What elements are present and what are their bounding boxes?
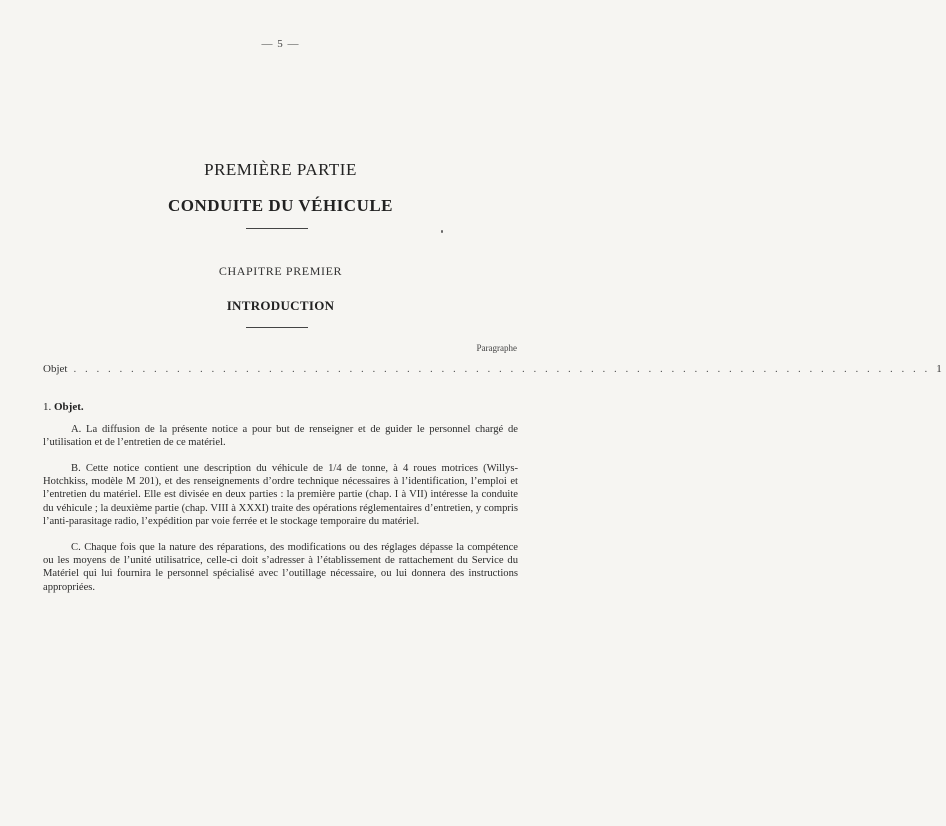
part-subtitle: CONDUITE DU VÉHICULE xyxy=(167,196,394,215)
toc-row-paragraph-number: 1 xyxy=(936,363,942,375)
paragraph-a: A. La diffusion de la présente notice a pour but de renseigner et de guider le personnel chargé de l’utilisation et de l’entretien de ce matériel. xyxy=(43,424,518,449)
section-heading xyxy=(43,401,84,413)
paper-speck xyxy=(441,230,443,233)
chapter-divider xyxy=(246,327,308,328)
chapter-subtitle: INTRODUCTION xyxy=(226,298,335,313)
page-number: — 5 — xyxy=(261,38,300,50)
toc-row xyxy=(43,363,942,377)
section-title: Objet. xyxy=(54,401,84,413)
paragraph-c: C. Chaque fois que la nature des réparations, des modifications ou des réglages dépasse la compétence ou les moyens de l’unité utilisatrice, celle-ci doit s’adresser à l’établissement de rattachement du Service du Matériel qui lui fournira le personnel spécialisé avec l’outillage nécessaire, ou lui donnera des instructions appropriées. xyxy=(43,542,518,593)
toc-row-label: Objet xyxy=(43,363,68,375)
chapter-title: CHAPITRE PREMIER xyxy=(218,264,343,278)
part-title: PREMIÈRE PARTIE xyxy=(204,160,357,179)
paragraph-b: B. Cette notice contient une description du véhicule de 1/4 de tonne, à 4 roues motrices (Willys-Hotchkiss, modèle M 201), et des renseignements d’ordre technique nécessaires à l’identification, l’emploi et l’entretien du matériel. Elle est divisée en deux parties : la première partie (chap. I à VII) intéresse la conduite du véhicule ; la deuxième partie (chap. VIII à XXXI) traite des opérations réglementaires d’entretien, y compris l’anti-parasitage radio, l’expédition par voie ferrée et le stockage temporaire du matériel. xyxy=(43,463,518,527)
part-divider xyxy=(246,228,308,229)
toc-row-leader-dots: . . . . . . . . . . . . . . . . . . . . . . . . . . . . . . . . . . . . . . . . . . . . . . . . . . . . . . . . . . . . . . . . . . . . . . . . . . . xyxy=(73,363,931,375)
section-number: 1. xyxy=(43,401,52,413)
toc-column-header: Paragraphe xyxy=(476,343,517,353)
